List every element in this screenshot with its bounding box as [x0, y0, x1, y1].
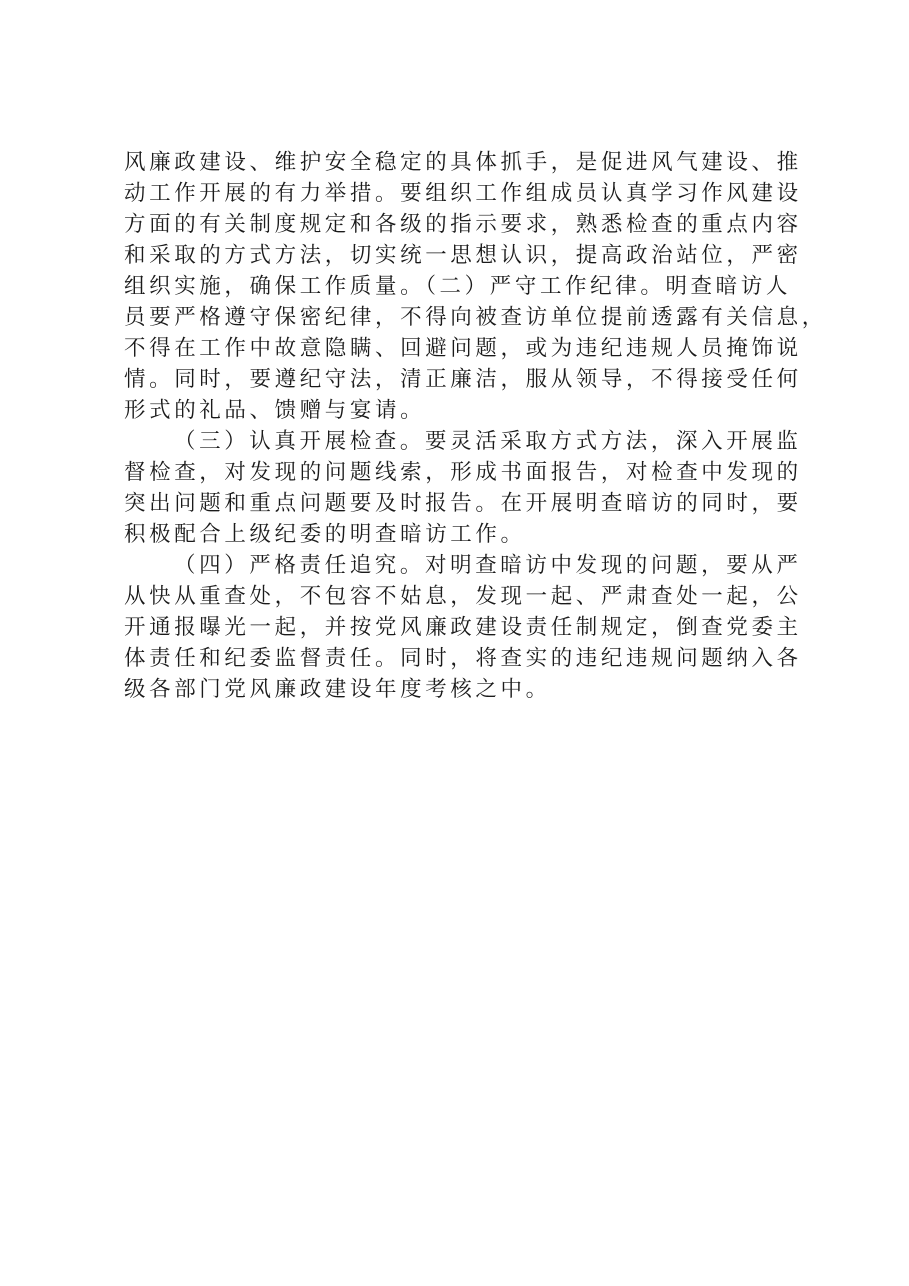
- text-line: 员要严格遵守保密纪律，不得向被查访单位提前透露有关信息，: [124, 305, 827, 330]
- text-line: 风廉政建设、维护安全稳定的具体抓手，是促进风气建设、推: [124, 150, 802, 175]
- text-line: 督检查，对发现的问题线索，形成书面报告，对检查中发现的: [124, 460, 802, 485]
- text-line: 不得在工作中故意隐瞒、回避问题，或为违纪违规人员掩饰说: [124, 336, 802, 361]
- text-line: 体责任和纪委监督责任。同时，将查实的违纪违规问题纳入各: [124, 646, 802, 671]
- text-line: 开通报曝光一起，并按党风廉政建设责任制规定，倒查党委主: [124, 615, 802, 640]
- text-line: 情。同时，要遵纪守法，清正廉洁，服从领导，不得接受任何: [124, 367, 802, 392]
- text-line: 和采取的方式方法，切实统一思想认识，提高政治站位，严密: [124, 243, 802, 268]
- text-line: 从快从重查处，不包容不姑息，发现一起、严肃查处一起，公: [124, 584, 802, 609]
- text-line: 积极配合上级纪委的明查暗访工作。: [124, 522, 526, 547]
- text-line: 方面的有关制度规定和各级的指示要求，熟悉检查的重点内容: [124, 212, 802, 237]
- document-body: [124, 147, 827, 705]
- text-line: 形式的礼品、馈赠与宴请。: [124, 398, 426, 423]
- text-line: 突出问题和重点问题要及时报告。在开展明查暗访的同时，要: [124, 491, 802, 516]
- paragraph-start-line: （三）认真开展检查。要灵活采取方式方法，深入开展监: [174, 429, 802, 454]
- text-line: 组织实施，确保工作质量。（二）严守工作纪律。明查暗访人: [124, 274, 791, 299]
- text-line: 动工作开展的有力举措。要组织工作组成员认真学习作风建设: [124, 181, 802, 206]
- paragraph-start-line: （四）严格责任追究。对明查暗访中发现的问题，要从严: [174, 553, 802, 578]
- text-line: 级各部门党风廉政建设年度考核之中。: [124, 677, 551, 702]
